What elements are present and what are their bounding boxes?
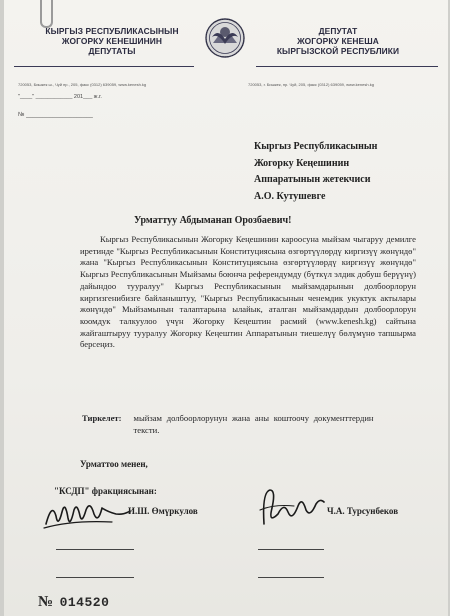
address-right: 720053, г. Бишкек, пр. Чуй, 205, факс (0312) 639059, www.kenesh.kg [248,82,374,87]
signatory-name-1: И.Ш. Өмүркулов [128,506,198,516]
signatory-name-2: Ч.А. Турсунбеков [327,506,399,516]
signature-line [258,577,324,578]
addressee-block [254,139,377,205]
signature-line [258,549,324,550]
serial-prefix: № [38,594,54,610]
number-line: № ____________________ [18,112,93,118]
paper-clip [40,0,53,28]
serial-digits: 014520 [59,595,110,610]
letterhead-right [254,26,422,56]
signature-1 [42,494,134,534]
closing-phrase: Урматтоо менен, [80,459,148,469]
faction-label: "КСДП" фракциясынан: [54,486,157,496]
letter-body: Кыргыз Республикасынын Жогорку Кеңешинин кароосуна мыйзам чыгаруу демилге иретинде "Кыргыз Республикасынын Конституциясына өзгөртүүлөрдү киргизүү жөнүндө" жана "Кыргыз Республикасынын Конституциясына өзгөртүүлөрдү киргизүү жөнүндө" Кыргыз Республикасынын Мыйзамы боюнча референдумду (бүткүл элдик добуш берүүнү) дайындоо тууралуу" Кыргыз Республикасынын мыйзамдарынын долбоорлорун киргизгенибизге байланыштуу, "Кыргыз Республикасынын ченемдик укуктук актылары жөнүндө" Мыйзамынын талаптарына ылайык, аталган мыйзамдардын долбоорлорун коомдук талкуулоо үчүн Жогорку Кеңештин расмий (www.kenesh.kg) сайтына жайгаштыруу тууралуу Жогорку Кеңештин Аппаратынын тиешелүү бөлүмүнө тапшырма берсеңиз. [80,234,416,350]
attachment-label: Тиркелет: [82,413,122,423]
addressee-line: Кыргыз Республикасынын [254,141,378,152]
letterhead-right-line: ЖОГОРКУ КЕНЕША [297,36,379,46]
signature-2 [254,484,328,532]
state-emblem-icon [204,17,246,59]
letterhead-rule-right [256,66,438,67]
addressee-line: А.О. Кутушевге [254,190,326,202]
letterhead-left [30,26,194,56]
letterhead-left-line: ЖОГОРКУ КЕНЕШИНИН [61,36,163,46]
attachment-text: мыйзам долбоорлорунун жана аны коштоочу документтердин тексти. [133,413,374,435]
address-left: 720053, Бишкек ш., Чуй пр., 205, факс (0312) 639059, www.kenesh.kg [18,82,147,87]
addressee-line: Аппаратынын жетекчиси [254,174,371,185]
date-line: "____" ____________ 201___ ж.г. [18,94,102,100]
letterhead-right-line: КЫРГЫЗСКОЙ РЕСПУБЛИКИ [276,46,400,56]
serial-number [38,594,109,611]
letter-page [4,0,448,616]
addressee-line: Жогорку Кеңешинин [254,157,350,169]
salutation: Урматтуу Абдыманап Орозбаевич! [134,215,292,226]
letterhead-right-line: ДЕПУТАТ [318,26,358,36]
signature-line [56,549,134,550]
signature-line [56,577,134,578]
letterhead-rule-left [14,66,194,67]
attachment-note [82,413,374,436]
letterhead-left-line: КЫРГЫЗ РЕСПУБЛИКАСЫНЫН [45,26,179,36]
letterhead-left-line: ДЕПУТАТЫ [88,46,136,56]
